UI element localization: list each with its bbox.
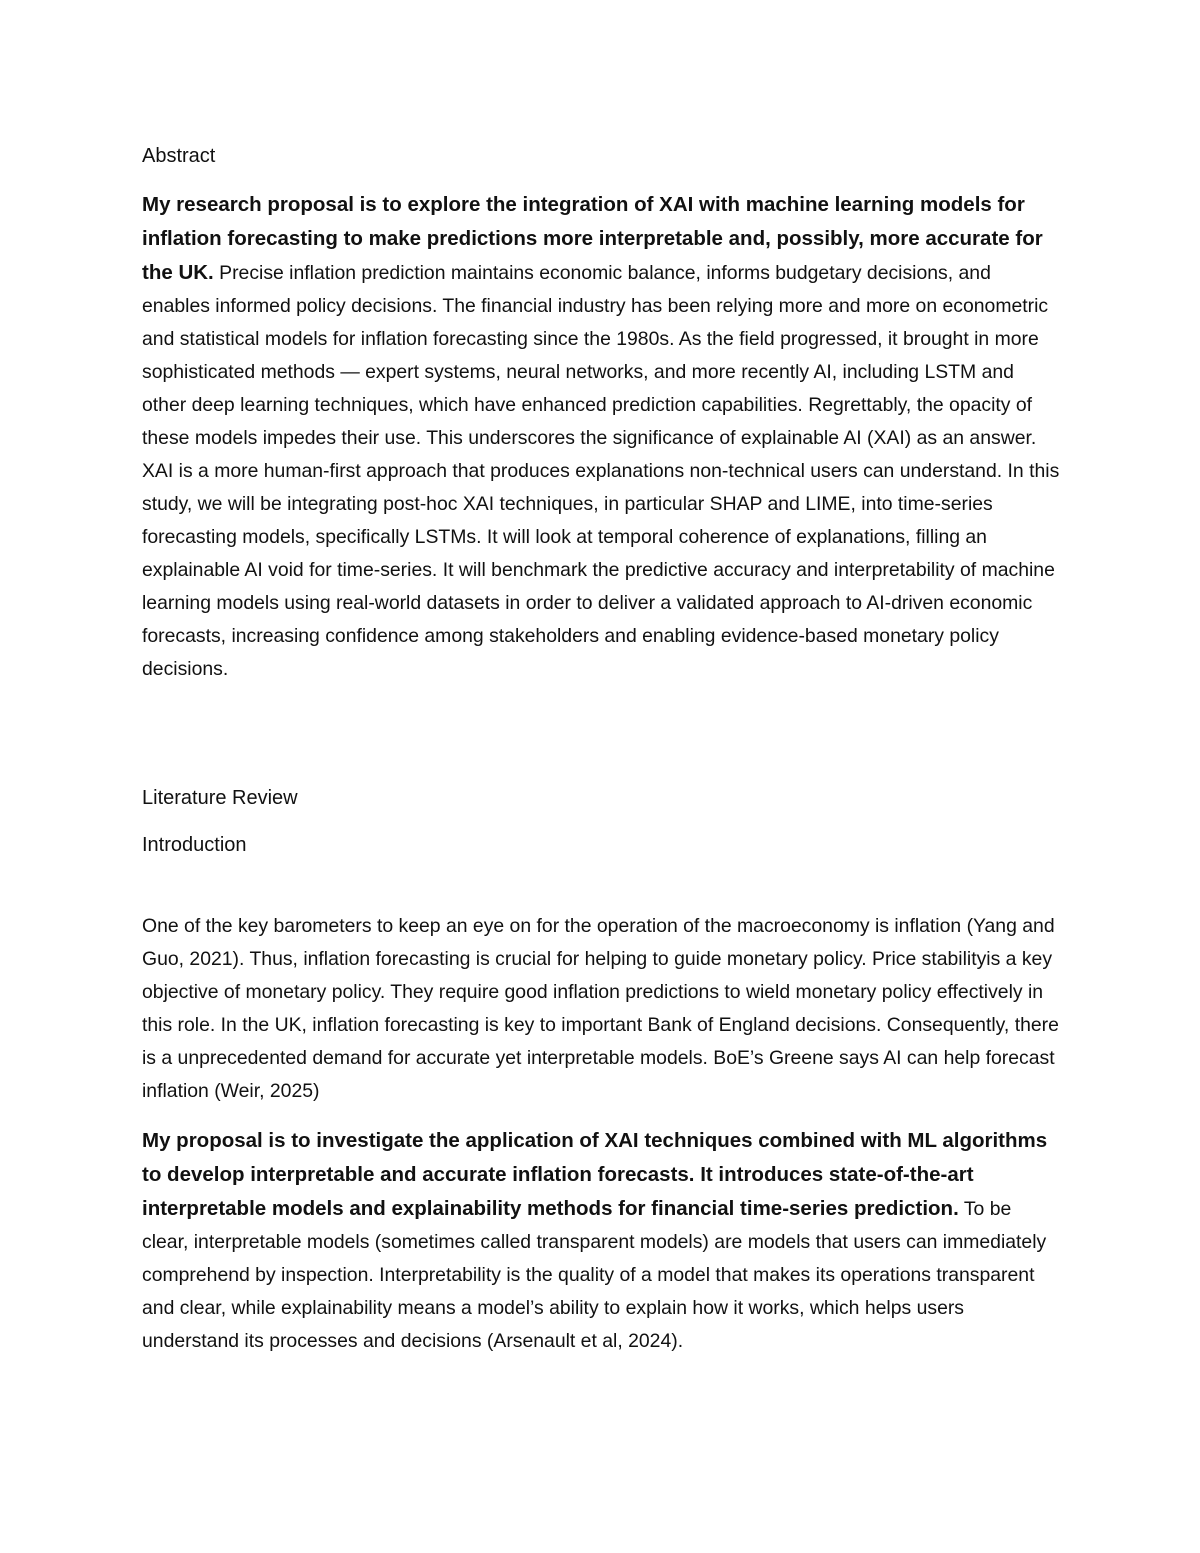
introduction-paragraph-1: One of the key barometers to keep an eye on for the operation of the macroeconomy is inflation (Yang and Guo, 2021). Thus, inflation forecasting is crucial for helping to guide monetary policy. Price stabilityis a key objective of monetary policy. They require good inflation predictions to wield monetary policy effectively in this role. In the UK, inflation forecasting is key to important Bank of England decisions. Consequently, there is a unprecedented demand for accurate yet interpretable models. BoE’s Greene says AI can help forecast inflation (Weir, 2025) (142, 915, 1059, 1102)
abstract-paragraph (142, 188, 1062, 686)
introduction-subheading: Introduction (142, 834, 247, 856)
proposal-body-text: To be clear, interpretable models (sometimes called transparent models) are models that users can immediately comprehend by inspection. Interpretability is the quality of a model that makes its operations transparent and clear, while explainability means a model’s ability to explain how it works, which helps users understand its processes and decisions (Arsenault et al, 2024). (142, 1198, 1047, 1352)
literature-review-heading: Literature Review (142, 787, 298, 809)
abstract-heading: Abstract (142, 145, 216, 167)
introduction-paragraph-2 (142, 1124, 1062, 1358)
proposal-lead-sentence: My proposal is to investigate the application of XAI techniques combined with ML algorithms to develop interpretable and accurate inflation forecasts. It introduces state-of-the-art interpretable models and explainability methods for financial time-series prediction. (142, 1129, 1048, 1220)
abstract-body-text: Precise inflation prediction maintains economic balance, informs budgetary decisions, and enables informed policy decisions. The financial industry has been relying more and more on econometric and statistical models for inflation forecasting since the 1980s. As the field progressed, it brought in more sophisticated methods — expert systems, neural networks, and more recently AI, including LSTM and other deep learning techniques, which have enhanced prediction capabilities. Regrettably, the opacity of these models impedes their use. This underscores the significance of explainable AI (XAI) as an answer. XAI is a more human-first approach that produces explanations non-technical users can understand. In this study, we will be integrating post-hoc XAI techniques, in particular SHAP and LIME, into time-series forecasting models, specifically LSTMs. It will look at temporal coherence of explanations, filling an explainable AI void for time-series. It will benchmark the predictive accuracy and interpretability of machine learning models using real-world datasets in order to deliver a validated approach to AI-driven economic forecasts, increasing confidence among stakeholders and enabling evidence-based monetary policy decisions. (142, 262, 1060, 680)
abstract-lead-sentence: My research proposal is to explore the integration of XAI with machine learning models for inflation forecasting to make predictions more interpretable and, possibly, more accurate for the UK. (142, 193, 1043, 284)
